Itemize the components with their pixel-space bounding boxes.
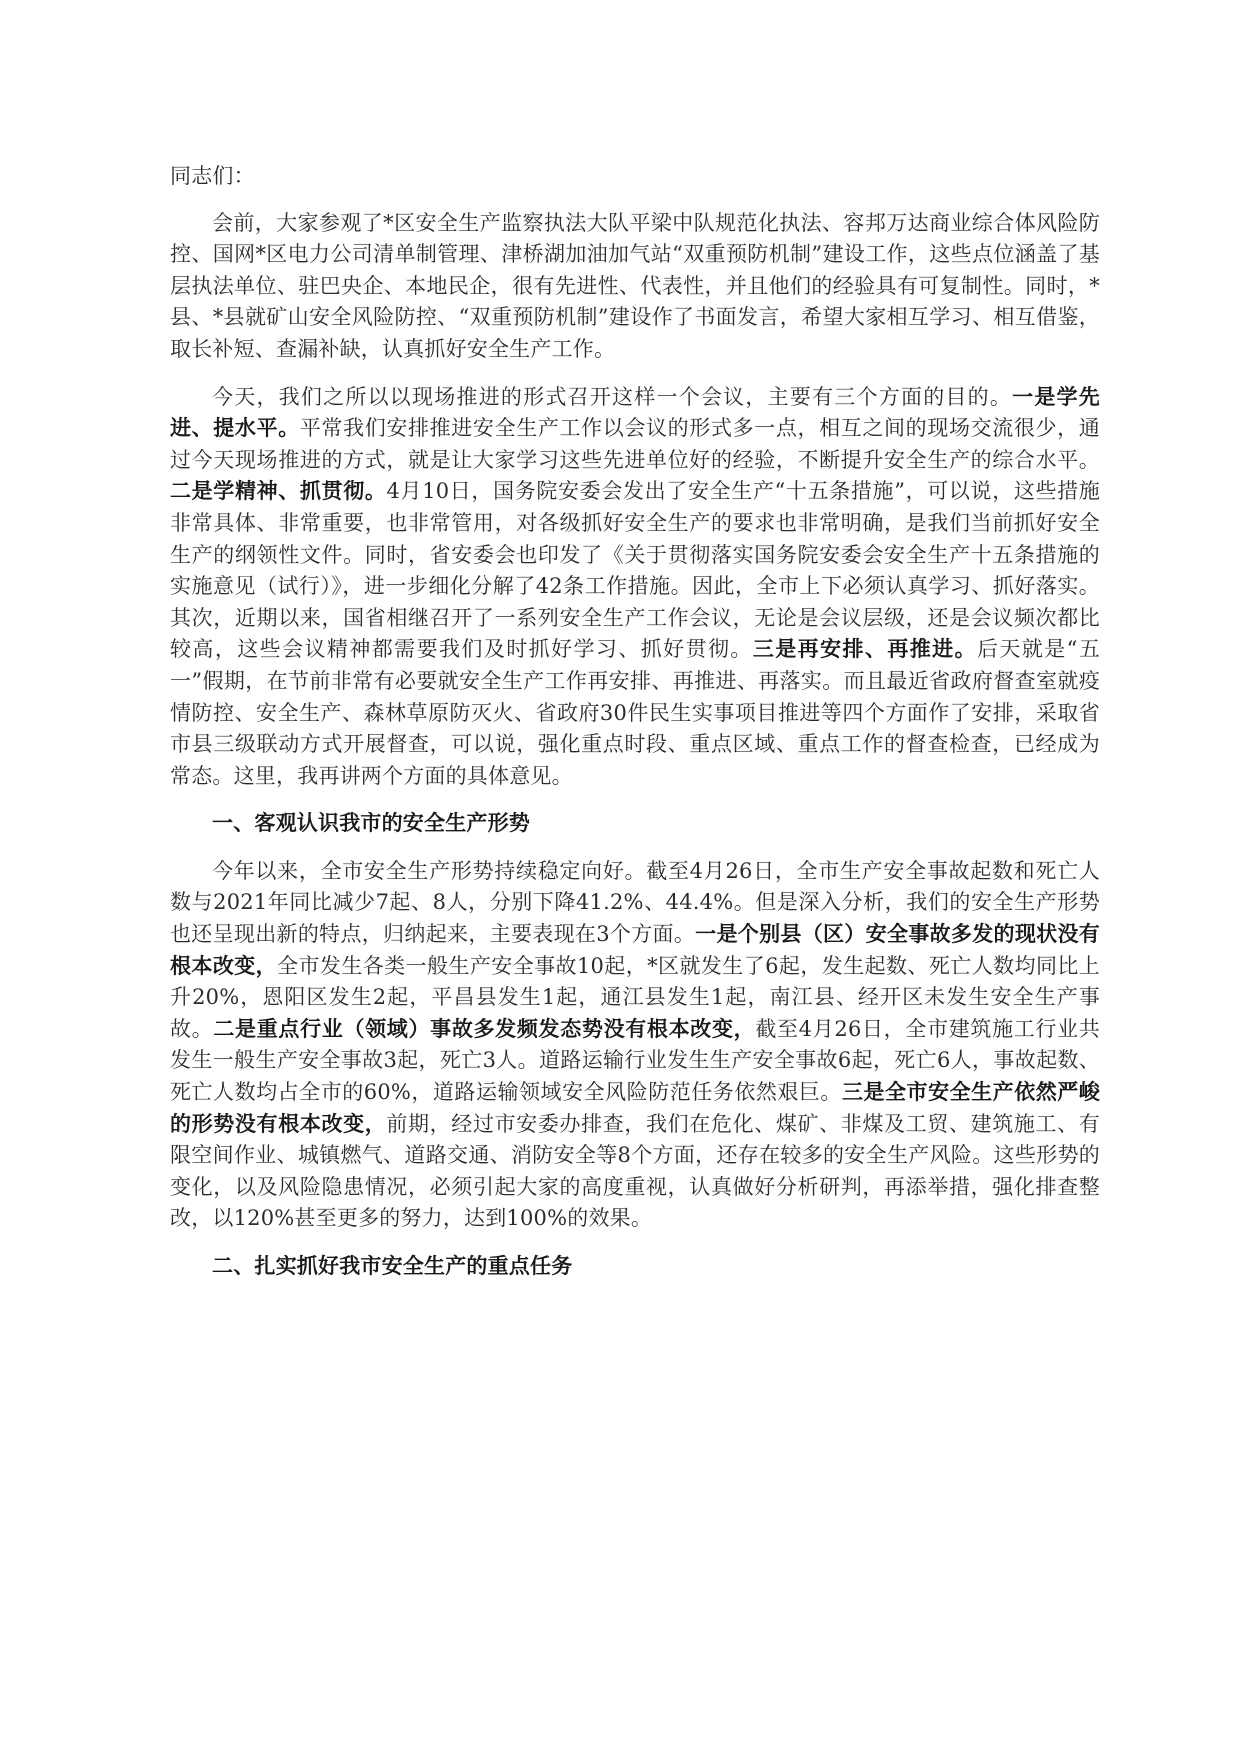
paragraph-text: 今年以来，全市安全生产形势持续稳定向好。截至4月26日，全市生产安全事故起数和死亡人数与2021年同比减少7起、8人，分别下降41.2%、44.4%。但是深入分析，我们的安全生产形势也还呈现出新的特点，归纳起来，主要表现在3个方面。 xyxy=(170,858,1100,947)
section-heading-1: 一、客观认识我市的安全生产形势 xyxy=(212,811,530,836)
paragraph-text: 全市发生各类一般生产安全事故10起，*区就发生了6起，发生起数、死亡人数均同比上升20%，恩阳区发生2起，平昌县发生1起，通江县发生1起，南江县、经开区未发生安全生产事故。 xyxy=(170,953,1100,1041)
bold-point-three: 三是再安排、再推进。 xyxy=(752,637,977,662)
bold-point-two: 二是重点行业（领域）事故多发频发态势没有根本改变， xyxy=(213,1016,756,1041)
paragraph-text: 后天就是“五一”假期，在节前非常有必要就安全生产工作再安排、再推进、再落实。而且最近省政府督查室就疫情防控、安全生产、森林草原防灭火、省政府30件民生实事项目推进等四个方面作了安排，采取省市县三级联动方式开展督查，可以说，强化重点时段、重点区域、重点工作的督查检查，已经成为常态。这里，我再讲两个方面的具体意见。 xyxy=(170,637,1101,788)
bold-point-two: 二是学精神、抓贯彻。 xyxy=(170,479,387,504)
salutation: 同志们： xyxy=(170,164,255,188)
section-heading-2: 二、扎实抓好我市安全生产的重点任务 xyxy=(212,1254,573,1278)
bold-point-three: 三是全市安全生产依然严峻的形势没有根本改变， xyxy=(170,1080,1100,1136)
bold-point-one: 一是个别县（区）安全事故多发的现状没有根本改变， xyxy=(170,922,1100,978)
paragraph-text: 平常我们安排推进安全生产工作以会议的形式多一点，相互之间的现场交流很少，通过今天现场推进的方式，就是让大家学习这些先进单位好的经验，不断提升安全生产的综合水平。 xyxy=(170,416,1100,472)
paragraph-text: 4月10日，国务院安委会发出了安全生产“十五条措施”，可以说，这些措施非常具体、非常重要，也非常管用，对各级抓好安全生产的要求也非常明确，是我们当前抓好安全生产的纲领性文件。同时，省安委会也印发了《关于贯彻落实国务院安委会安全生产十五条措施的实施意见（试行）》，进一步细化分解了42条工作措施。因此，全市上下必须认真学习、抓好落实。其次，近期以来，国省相继召开了一系列安全生产工作会议，无论是会议层级，还是会议频次都比较高，这些会议精神都需要我们及时抓好学习、抓好贯彻。 xyxy=(170,479,1100,662)
paragraph-text: 前期，经过市安委办排查，我们在危化、煤矿、非煤及工贸、建筑施工、有限空间作业、城镇燃气、道路交通、消防安全等8个方面，还存在较多的安全生产风险。这些形势的变化，以及风险隐患情况，必须引起大家的高度重视，认真做好分析研判，再添举措，强化排查整改，以120%甚至更多的努力，达到100%的效果。 xyxy=(170,1111,1100,1231)
paragraph-meeting-purposes xyxy=(170,382,1100,793)
bold-point-one: 一是学先进、提水平。 xyxy=(170,384,1100,441)
paragraph-intro-visit xyxy=(170,208,1100,366)
paragraph-text: 截至4月26日，全市建筑施工行业共发生一般生产安全事故3起，死亡3人。道路运输行业发生生产安全事故6起，死亡6人，事故起数、死亡人数均占全市的60%，道路运输领域安全风险防范任务依然艰巨。 xyxy=(170,1016,1100,1105)
paragraph-text: 今天，我们之所以以现场推进的形式召开这样一个会议，主要有三个方面的目的。 xyxy=(212,384,1013,409)
paragraph-safety-situation xyxy=(170,856,1100,1235)
document-page xyxy=(170,161,1100,1299)
paragraph-text: 会前，大家参观了*区安全生产监察执法大队平梁中队规范化执法、容邦万达商业综合体风险防控、国网*区电力公司清单制管理、津桥湖加油加气站“双重预防机制”建设工作，这些点位涵盖了基层执法单位、驻巴央企、本地民企，很有先进性、代表性，并且他们的经验具有可复制性。同时，*县、*县就矿山安全风险防控、“双重预防机制”建设作了书面发言，希望大家相互学习、相互借鉴，取长补短、查漏补缺，认真抓好安全生产工作。 xyxy=(170,210,1100,361)
